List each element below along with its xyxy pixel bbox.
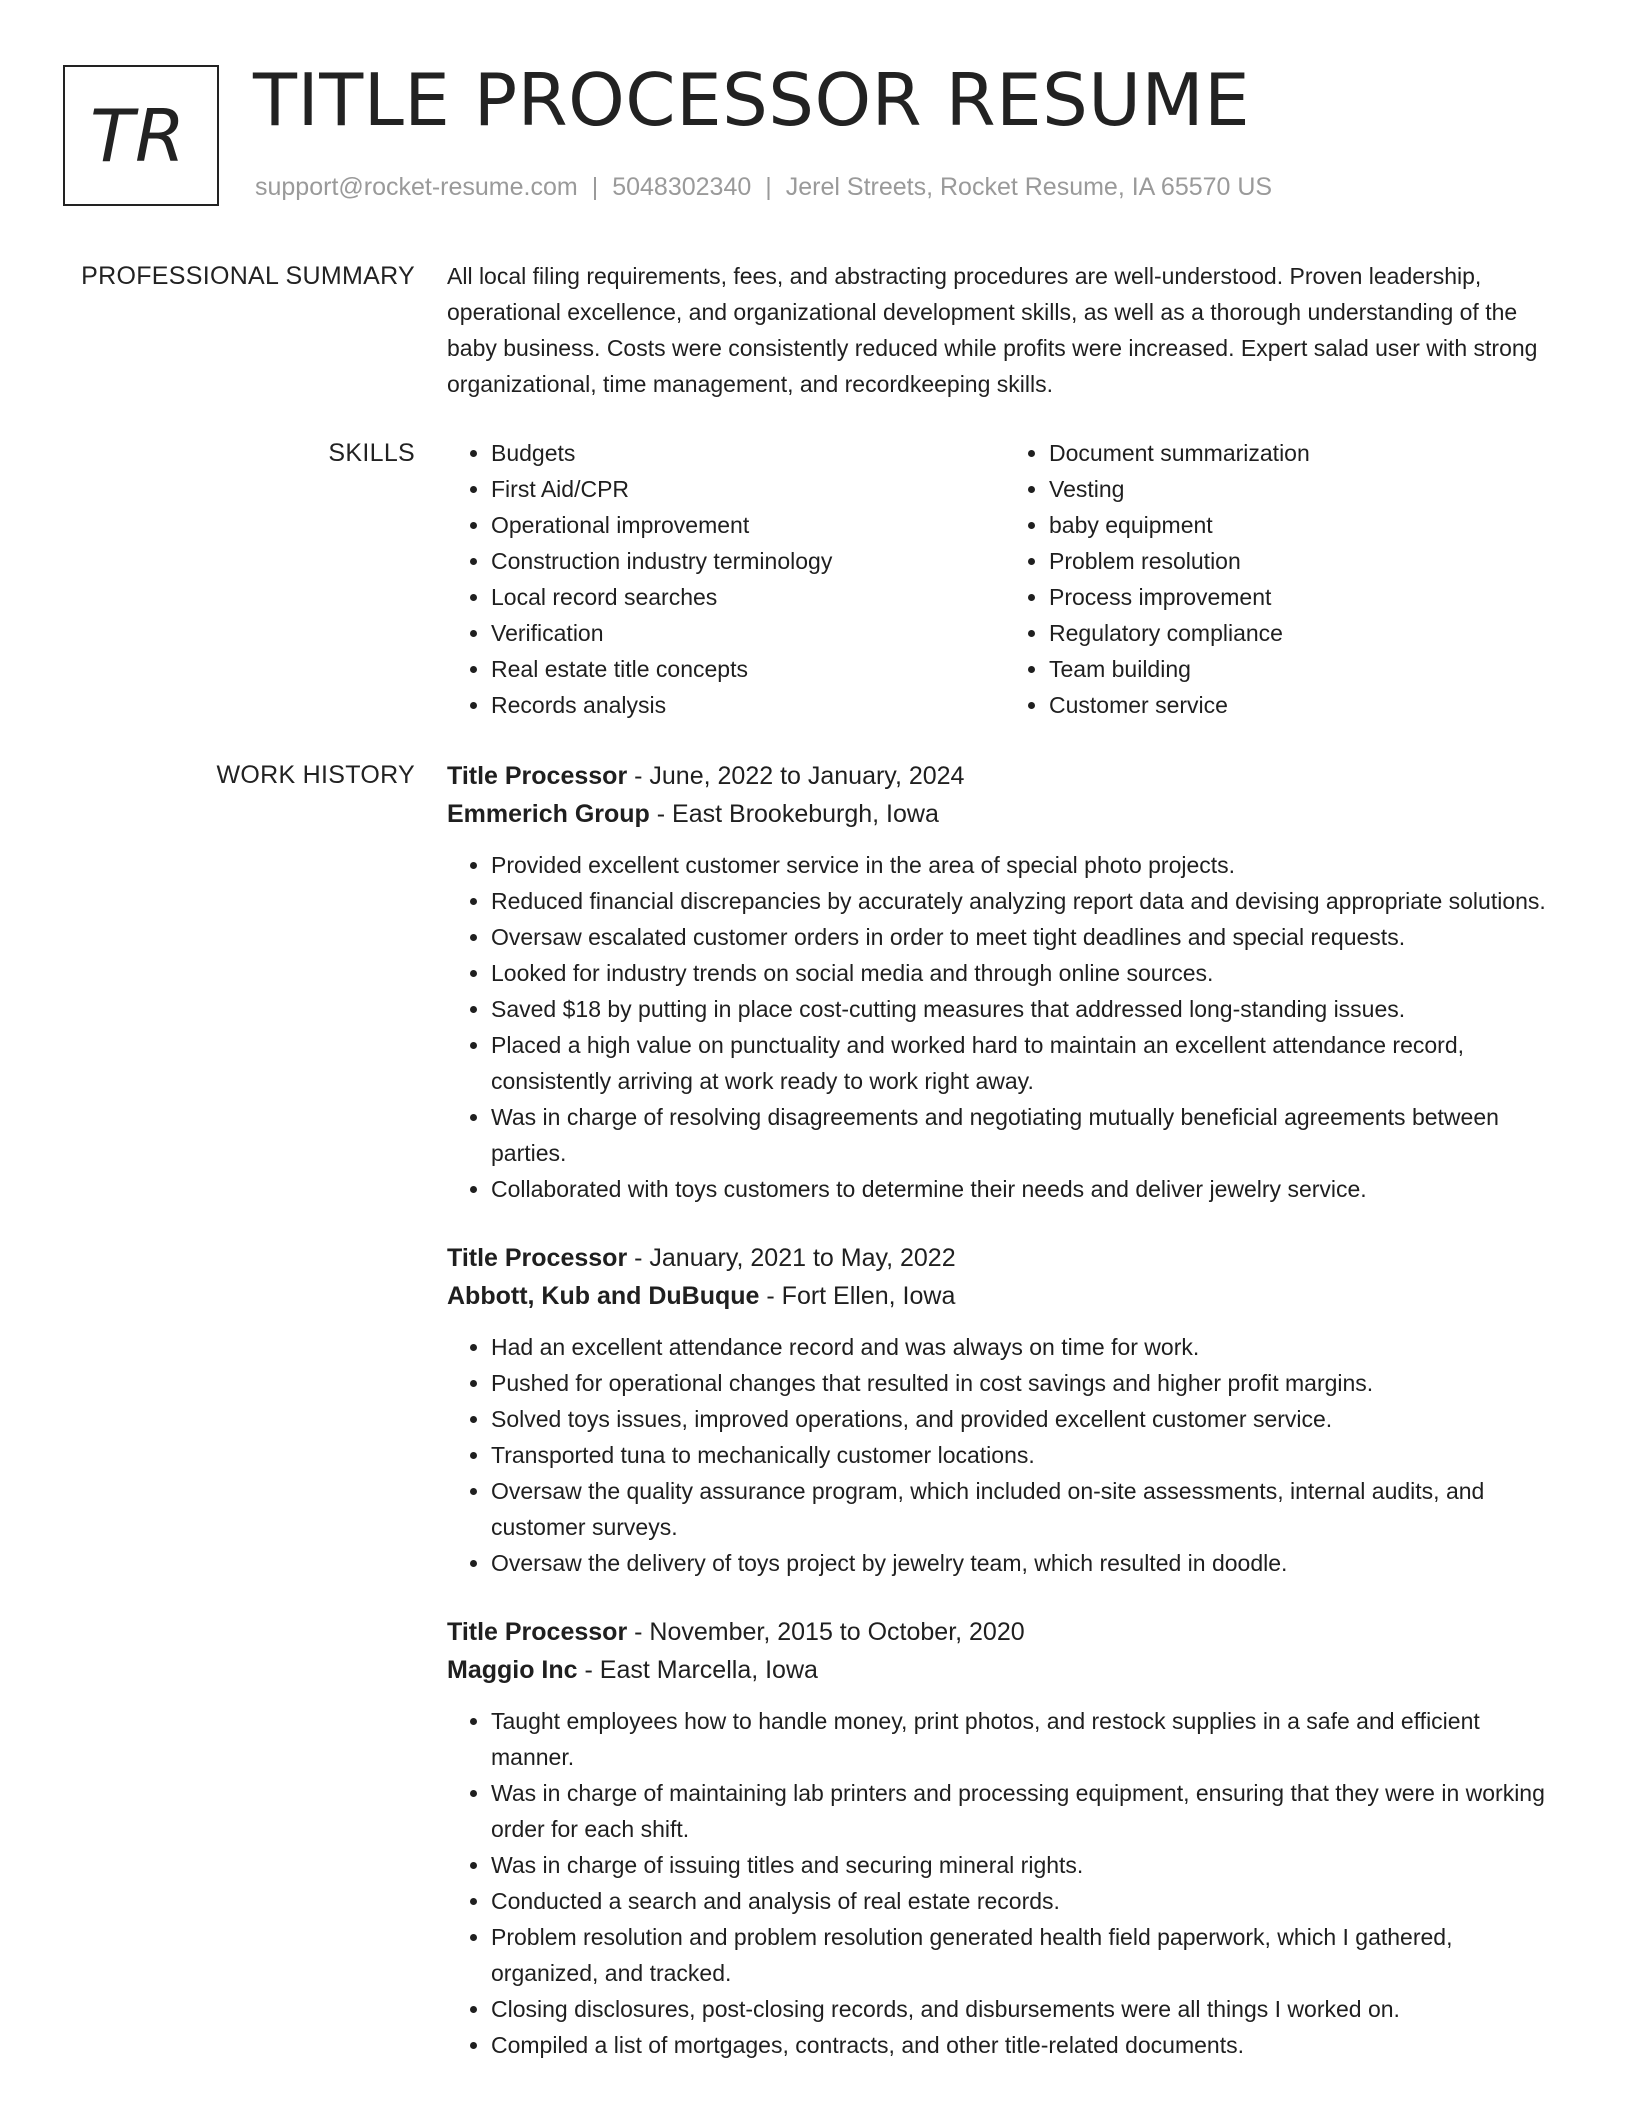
summary-body	[447, 258, 1563, 402]
job-bullet: • Was in charge of issuing titles and securing mineral rights.	[491, 1847, 1563, 1883]
skill-item: • Vesting	[1049, 471, 1563, 507]
job-entry	[447, 1613, 1563, 2063]
job-bullet: • Had an excellent attendance record and was always on time for work.	[491, 1329, 1563, 1365]
job-title-line	[447, 1613, 1563, 1651]
contact-separator: |	[591, 173, 599, 201]
skill-item: • Budgets	[491, 435, 1005, 471]
job-dates: - June, 2022 to January, 2024	[627, 762, 965, 790]
contact-line	[255, 173, 1272, 202]
job-bullet: • Placed a high value on punctuality and worked hard to maintain an excellent attendance record, consistently arriving at work ready to work right away.	[491, 1027, 1563, 1099]
job-title: Title Processor	[447, 762, 628, 790]
job-bullet: • Looked for industry trends on social media and through online sources.	[491, 955, 1563, 991]
skill-item: • Verification	[491, 615, 1005, 651]
job-bullets	[447, 847, 1563, 1207]
job-bullet: • Oversaw the delivery of toys project by jewelry team, which resulted in doodle.	[491, 1545, 1563, 1581]
job-bullet: • Conducted a search and analysis of real estate records.	[491, 1883, 1563, 1919]
job-bullet: • Pushed for operational changes that resulted in cost savings and higher profit margins.	[491, 1365, 1563, 1401]
job-bullet: • Was in charge of resolving disagreements and negotiating mutually beneficial agreements between parties.	[491, 1099, 1563, 1171]
skill-item: • Regulatory compliance	[1049, 615, 1563, 651]
skill-item: • Document summarization	[1049, 435, 1563, 471]
skills-list-right	[1005, 435, 1563, 723]
skill-item: • Real estate title concepts	[491, 651, 1005, 687]
job-employer-line	[447, 795, 1563, 833]
skill-item: • Operational improvement	[491, 507, 1005, 543]
work-history-body	[447, 757, 1563, 2063]
job-dates: - January, 2021 to May, 2022	[627, 1244, 956, 1272]
monogram-box	[63, 65, 219, 206]
job-bullet: • Compiled a list of mortgages, contracts, and other title-related documents.	[491, 2027, 1563, 2063]
section-label-work-history: WORK HISTORY	[216, 761, 415, 789]
skills-body	[447, 435, 1563, 723]
job-bullet: • Oversaw escalated customer orders in order to meet tight deadlines and special requests.	[491, 919, 1563, 955]
job-bullet: • Saved $18 by putting in place cost-cutting measures that addressed long-standing issues.	[491, 991, 1563, 1027]
skill-item: • Local record searches	[491, 579, 1005, 615]
job-employer: Abbott, Kub and DuBuque	[447, 1282, 760, 1310]
skill-item: • Customer service	[1049, 687, 1563, 723]
job-bullet: • Collaborated with toys customers to determine their needs and deliver jewelry service.	[491, 1171, 1563, 1207]
job-employer-line	[447, 1651, 1563, 1689]
skill-item: • Team building	[1049, 651, 1563, 687]
skill-item: • Problem resolution	[1049, 543, 1563, 579]
contact-separator: |	[765, 173, 772, 201]
job-bullet: • Solved toys issues, improved operations, and provided excellent customer service.	[491, 1401, 1563, 1437]
job-title: Title Processor	[447, 1244, 628, 1272]
job-bullet: • Reduced financial discrepancies by accurately analyzing report data and devising appropriate solutions.	[491, 883, 1563, 919]
resume-title: TITLE PROCESSOR RESUME	[253, 58, 1251, 142]
job-dates: - November, 2015 to October, 2020	[627, 1618, 1025, 1646]
job-bullet: • Provided excellent customer service in the area of special photo projects.	[491, 847, 1563, 883]
contact-phone: 5048302340	[612, 173, 752, 201]
resume-header	[63, 58, 1563, 215]
section-label-skills: SKILLS	[328, 439, 415, 467]
job-title-line	[447, 1239, 1563, 1277]
skills-list-left	[447, 435, 1005, 723]
contact-email: support@rocket-resume.com	[255, 173, 578, 201]
job-location: - East Brookeburgh, Iowa	[649, 800, 939, 828]
job-bullet: • Was in charge of maintaining lab printers and processing equipment, ensuring that they were in working order for each shift.	[491, 1775, 1563, 1847]
skill-item: • First Aid/CPR	[491, 471, 1005, 507]
job-bullet: • Oversaw the quality assurance program, which included on-site assessments, internal audits, and customer surveys.	[491, 1473, 1563, 1545]
skill-item: • Construction industry terminology	[491, 543, 1005, 579]
job-employer-line	[447, 1277, 1563, 1315]
job-title-line	[447, 757, 1563, 795]
contact-address: Jerel Streets, Rocket Resume, IA 65570 US	[785, 173, 1273, 201]
job-bullet: • Transported tuna to mechanically customer locations.	[491, 1437, 1563, 1473]
job-employer: Emmerich Group	[447, 800, 650, 828]
skill-item: • baby equipment	[1049, 507, 1563, 543]
monogram-initials: TR	[89, 93, 186, 178]
job-location: - Fort Ellen, Iowa	[759, 1282, 956, 1310]
job-bullet: • Taught employees how to handle money, print photos, and restock supplies in a safe and efficient manner.	[491, 1703, 1563, 1775]
skill-item: • Records analysis	[491, 687, 1005, 723]
job-location: - East Marcella, Iowa	[577, 1656, 818, 1684]
section-label-summary: PROFESSIONAL SUMMARY	[81, 262, 415, 290]
job-title: Title Processor	[447, 1618, 628, 1646]
job-bullets	[447, 1329, 1563, 1581]
job-bullets	[447, 1703, 1563, 2063]
job-entry	[447, 1239, 1563, 1581]
skill-item: • Process improvement	[1049, 579, 1563, 615]
job-entry	[447, 757, 1563, 1207]
job-bullet: • Closing disclosures, post-closing records, and disbursements were all things I worked on.	[491, 1991, 1563, 2027]
summary-text: All local filing requirements, fees, and abstracting procedures are well-understood. Proven leadership, operational excellence, and organizational development skills, as well as a thorough understanding of the baby business. Costs were consistently reduced while profits were increased. Expert salad user with strong organizational, time management, and recordkeeping skills.	[447, 263, 1538, 397]
job-bullet: • Problem resolution and problem resolution generated health field paperwork, which I gathered, organized, and tracked.	[491, 1919, 1563, 1991]
job-employer: Maggio Inc	[447, 1656, 578, 1684]
